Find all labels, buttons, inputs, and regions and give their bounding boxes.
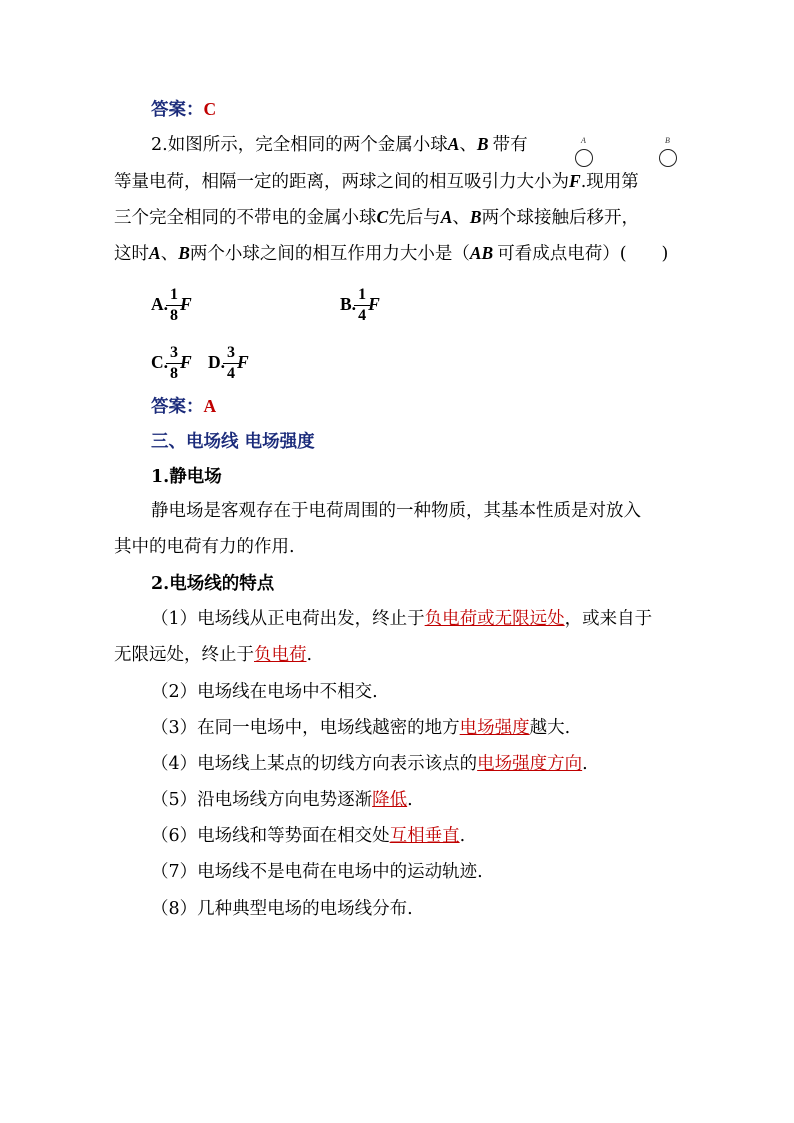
q2-sep-3: 、 [160,244,179,264]
item-1-text-b: ，或来自于 [564,609,653,629]
ball-a-label: A [581,136,586,145]
q2-ball-a-ref: A [447,134,460,154]
item-5-text-b: . [407,790,413,810]
question-2-line-2 [114,169,639,194]
item-6-text-b: . [459,826,466,846]
option-a-var: F [180,294,192,314]
item-1-text-d: . [306,645,313,665]
option-a-num: 1 [170,286,179,303]
option-d-var: F [237,352,249,372]
item-3 [151,716,570,740]
answer-value: C [203,99,217,119]
q2-ball-a-ref-3: A [149,243,161,263]
q2-text: 2.如图所示，完全相同的两个金属小球 [151,135,448,155]
question-2-line-1 [151,132,528,157]
section-3-title: 三、电场线 电场强度 [151,432,315,452]
q2-sep-2: 、 [452,208,470,228]
option-c-fraction [168,343,180,384]
ball-b-label: B [665,136,670,145]
item-3-text-b: 越大. [529,718,571,738]
option-d [208,338,249,387]
option-b-fraction [356,285,368,326]
item-2: （2）电场线在电场中不相交. [151,682,378,702]
subsection-1-body-2: 其中的电荷有力的作用. [114,537,295,557]
ball-b-icon [659,134,681,170]
question-2-line-4 [114,241,668,266]
answer-label: 答案： [151,100,204,120]
item-6-fill: 互相垂直 [389,826,460,846]
q2-ball-b-ref-3: B [178,243,190,263]
answer-1 [151,97,216,122]
item-1-text-c: 无限远处，终止于 [114,645,254,665]
option-d-letter: D. [208,352,226,372]
ball-a-icon [575,134,597,170]
item-6-text: （6）电场线和等势面在相交处 [151,826,390,846]
option-b-letter: B. [340,294,357,314]
option-c-var: F [180,352,192,372]
q2-text-4b: 两个小球之间的相互作用力大小是（ [189,244,470,264]
option-d-fraction [225,343,237,384]
item-1 [151,607,652,631]
item-8: （8）几种典型电场的电场线分布. [151,899,413,919]
q2-text-2b: .现用第 [580,172,639,192]
q2-ball-a-ref-2: A [440,207,453,227]
subsection-1-body-1: 静电场是客观存在于电荷周围的一种物质，其基本性质是对放入 [151,501,641,521]
q2-text-3a: 三个完全相同的不带电的金属小球 [114,208,377,228]
answer-value: A [203,396,217,416]
item-5-text: （5）沿电场线方向电势逐渐 [151,790,373,810]
ball-b-figure [659,134,681,174]
option-d-num: 3 [227,344,236,361]
option-b-num: 1 [358,286,367,303]
item-1-fill: 负电荷或无限远处 [424,609,565,629]
item-6 [151,824,465,848]
option-a [151,280,192,329]
q2-text-4a: 这时 [114,244,149,264]
option-a-letter: A. [151,294,169,314]
subsection-2-title: 2.电场线的特点 [151,574,275,594]
item-1-text: （1）电场线从正电荷出发，终止于 [151,609,425,629]
item-3-text: （3）在同一电场中，电场线越密的地方 [151,718,460,738]
option-c [151,338,192,387]
ball-a-figure [575,134,597,174]
q2-text-4c: 可看成点电荷）( ) [497,244,669,264]
q2-ball-c-ref: C [376,207,389,227]
item-7: （7）电场线不是电荷在电场中的运动轨迹. [151,862,483,882]
option-b-var: F [368,294,380,314]
question-2-line-3 [114,205,639,230]
item-4-fill: 电场强度方向 [477,754,583,774]
option-a-fraction [168,285,180,326]
item-4-text: （4）电场线上某点的切线方向表示该点的 [151,754,478,774]
item-1-fill-2: 负电荷 [254,645,307,665]
item-5 [151,788,413,812]
q2-ab-ref: AB [469,243,494,263]
answer-label: 答案： [151,397,204,417]
item-3-fill: 电场强度 [459,718,530,738]
answer-2 [151,394,216,419]
subsection-1-title: 1.静电场 [151,467,222,487]
option-b-den: 4 [358,307,367,324]
option-c-letter: C. [151,352,169,372]
item-4-text-b: . [582,754,588,774]
q2-text-3b: 先后与 [388,208,441,228]
q2-text-3c: 两个球接触后移开， [481,208,640,228]
q2-ball-b-ref: B [476,134,489,154]
q2-text-suffix: 带有 [492,135,528,155]
q2-sep: 、 [459,135,477,155]
option-c-den: 8 [170,365,179,382]
option-b [340,280,380,329]
q2-ball-b-ref-2: B [469,207,482,227]
q2-force: F [569,171,581,191]
item-5-fill: 降低 [372,790,408,810]
option-a-den: 8 [170,307,179,324]
option-c-num: 3 [170,344,179,361]
q2-text-2: 等量电荷，相隔一定的距离，两球之间的相互吸引力大小为 [114,172,569,192]
option-d-den: 4 [227,365,236,382]
item-1-cont [114,643,312,667]
item-4 [151,752,588,776]
